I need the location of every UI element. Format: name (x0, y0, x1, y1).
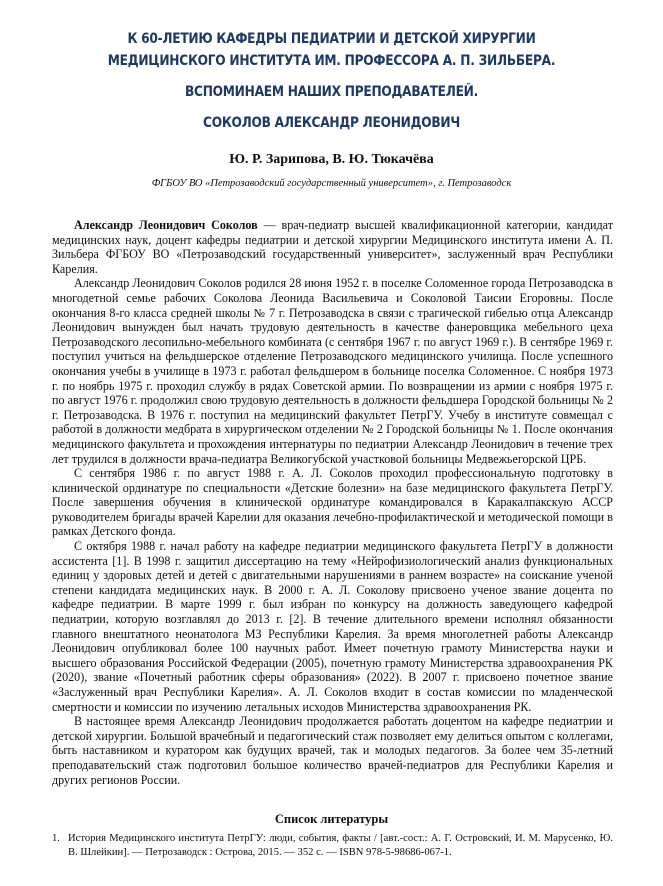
paragraph-present: В настоящее время Александр Леонидович продолжается работать доцентом на кафедре педиатрии и детской хирургии. Большой врачебный и педагогический стаж позволяет ему делиться опытом с коллегами, быть наставником и куратором как будущих врачей, так и молодых педагогов. За более чем 35-летний преподавательский стаж подготовил большое количество врачей-педиатров для Республики Карелия и других регионов России. (52, 714, 613, 787)
person-name-heading: СОКОЛОВ АЛЕКСАНДР ЛЕОНИДОВИЧ (203, 115, 460, 131)
reference-text: История Медицинского института ПетрГУ: люди, события, факты / [авт.-сост.: А. Г. Островский, И. М. Марусенко, Ю. В. Шлейкин]. — Петрозаводск : Острова, 2015. — 352 с. — ISBN 978-5-98686-067-1. (68, 833, 613, 858)
paragraph-intro (52, 218, 613, 276)
references-list (52, 832, 613, 860)
paragraph-intro-text: — врач-педиатр высшей квалификационной категории, кандидат медицинских наук, доцент кафедры педиатрии и детской хирургии Медицинского института имени А. П. Зильбера ФГБОУ ВО «Петрозаводский государственный университет», заслуженный врач Республики Карелия. (52, 218, 613, 276)
article-header (0, 28, 663, 134)
paragraph-career: С октября 1988 г. начал работу на кафедре педиатрии медицинского факультета ПетрГУ в должности ассистента [1]. В 1998 г. защитил диссертацию на тему «Нейрофизиологический анализ функциональных единиц у здоровых детей и детей с двигательными нарушениями в раннем возрасте» на соискание ученой степени кандидата медицинских наук. В 2000 г. А. Л. Соколову присвоено ученое звание доцента по кафедре педиатрии. В марте 1999 г. был избран по конкурсу на должность заведующего кафедрой педиатрии, которую возглавлял до 2013 г. [2]. В течение длительного времени исполнял обязанности главного внештатного неонатолога МЗ Республики Карелия. За время многолетней работы Александр Леонидович опубликовал более 100 научных работ. Имеет почетную грамоту Министерства науки и высшего образования Российской Федерации (2005), почетную грамоту Министерства здравоохранения РК (2020), звание «Почетный работник сферы образования» (2022). В 2007 г. присвоено почетное звание «Заслуженный врач Республики Карелия». А. Л. Соколов входит в состав комиссии по младенческой смертности и комиссии по изучению летальных исходов Министерства здравоохранения РК. (52, 539, 613, 714)
reference-number: 1. (52, 833, 60, 844)
article-body (52, 218, 613, 787)
lead-name: Александр Леонидович Соколов (74, 218, 258, 232)
references-title: Список литературы (274, 812, 389, 826)
authors: Ю. Р. Зарипова, В. Ю. Тюкачёва (229, 152, 434, 167)
article-subtitle: ВСПОМИНАЕМ НАШИХ ПРЕПОДАВАТЕЛЕЙ. (184, 84, 478, 100)
article-title-line-1: К 60-ЛЕТИЮ КАФЕДРЫ ПЕДИАТРИИ И ДЕТСКОЙ ХИРУРГИИ (127, 31, 536, 47)
reference-item (52, 832, 613, 860)
article-title-line-2: МЕДИЦИНСКОГО ИНСТИТУТА ИМ. ПРОФЕССОРА А. П. ЗИЛЬБЕРА. (107, 53, 556, 69)
paragraph-biography: Александр Леонидович Соколов родился 28 июня 1952 г. в поселке Соломенное города Петрозаводска в многодетной семье рабочих Соколова Леонида Васильевича и Соколовой Таисии Егоровны. После окончания 8-го класса средней школы № 7 г. Петрозаводска в связи с трагической гибелью отца Александр Леонидович вынужден был начать трудовую деятельность в качестве фанеровщика мебельного цеха Петрозаводского лесопильно-мебельного комбината (с сентября 1967 г. по август 1969 г.). В сентябре 1969 г. поступил учиться на фельдшерское отделение Петрозаводского медицинского училища. После успешного окончания учебы в училище в 1973 г. работал фельдшером в больнице поселка Соломенное. С ноября 1973 г. по ноябрь 1975 г. проходил службу в рядах Советской армии. По возвращении из армии с ноября 1975 г. по август 1976 г. продолжил свою трудовую деятельность в должности фельдшера Городской больницы № 2 г. Петрозаводска. В 1976 г. поступил на медицинский факультет ПетрГУ. Учебу в институте совмещал с работой в должности медбрата в хирургическом отделении № 2 Городской больницы № 1. После окончания медицинского факультета и прохождения интернатуры по педиатрии Александр Леонидович в течение трех лет трудился в должности врача-педиатра Великогубской участковой больницы Медвежьегорской ЦРБ. (52, 276, 613, 466)
paragraph-residency: С сентября 1986 г. по август 1988 г. А. Л. Соколов проходил профессиональную подготовку в клинической ординатуре по специальности «Детские болезни» на базе медицинского факультета ПетрГУ. После завершения обучения в клинической ординатуре командировался в Каракалпакскую АССР руководителем бригады врачей Карелии для оказания лечебно-профилактической и методической помощи в рамках Детского фонда. (52, 466, 613, 539)
affiliation: ФГБОУ ВО «Петрозаводский государственный университет», г. Петрозаводск (151, 178, 512, 189)
